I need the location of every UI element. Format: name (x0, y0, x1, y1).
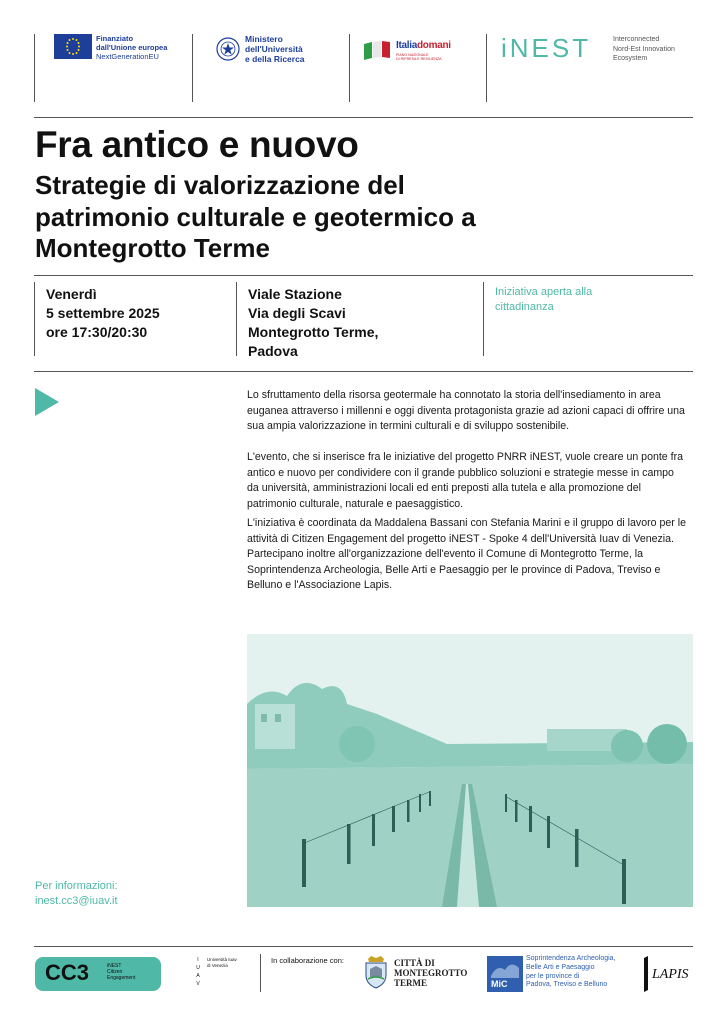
iuav-logo: I U A V (196, 957, 200, 987)
eu-flag-icon (54, 34, 92, 59)
description-paragraph-3: L'iniziativa è coordinata da Maddalena Bassani con Stefania Marini e il gruppo di lavoro per le attività di Citizen Engagement del progetto iNEST - Spoke 4 dell'Università Iuav di Venezia. Partecipano inoltre all'organizzazione dell'evento il Comune di Montegrotto Terme, la Soprintendenza Archeologia, Belle Arti e Paesaggio per le province di Padova, Treviso e Belluno e l'Associazione Lapis. (247, 517, 686, 591)
lapis-logo (640, 952, 694, 994)
play-triangle-icon (35, 388, 59, 416)
lapis-logo-text: LAPIS (652, 967, 689, 982)
collaboration-label: In collaborazione con: (271, 956, 344, 965)
inest-description: Interconnected Nord-Est Innovation Ecosystem (613, 36, 675, 62)
description-paragraph-2: L'evento, che si inserisce fra le iniziative del progetto PNRR iNEST, vuole creare un ponte fra antico e nuovo per condividere con il grande pubblico soluzioni e strategie messe in campo da università, amministrazioni locali ed enti preposti alla tutela e alla promozione del patrimonio culturale, naturale e paesaggistico. (247, 451, 683, 510)
eu-funding-text: Finanziato dall'Unione europea NextGenerationEU (96, 34, 168, 61)
mic-logo-text: MiC (491, 979, 508, 989)
separator (34, 117, 693, 118)
separator (34, 371, 693, 372)
separator (34, 275, 693, 276)
cc3-logo-text: CC3 (45, 960, 90, 985)
info-divider (236, 282, 237, 356)
info-divider (483, 282, 484, 356)
event-location: Viale Stazione Via degli Scavi Montegrotto Terme, Padova (248, 286, 379, 359)
italia-domani-subtitle: PIANO NAZIONALE DI RIPRESA E RESILIENZA (396, 53, 442, 62)
mur-text: Ministero dell'Università e della Ricerca (245, 34, 305, 64)
event-note: Iniziativa aperta alla cittadinanza (495, 286, 593, 313)
montegrotto-crest-icon (363, 955, 389, 989)
cc3-logo-subtitle: iNEST Citizen Engagement (107, 963, 136, 982)
header-divider (192, 34, 193, 102)
event-date: Venerdì 5 settembre 2025 ore 17:30/20:30 (46, 286, 160, 340)
site-photo (247, 634, 693, 907)
soprintendenza-text: Soprintendenza Archeologia, Belle Arti e Paesaggio per le province di Padova, Treviso e Belluno (526, 955, 616, 989)
footer-divider (260, 954, 261, 992)
iuav-text: Università Iuav di Venezia (207, 957, 237, 968)
contact-email-link[interactable]: inest.cc3@iuav.it (35, 895, 118, 907)
inest-logo: iNEST (501, 33, 592, 63)
montegrotto-city-text: CITTÀ DI MONTEGROTTO TERME (394, 958, 468, 988)
header-divider (486, 34, 487, 102)
italia-domani-logo: Italiadomani (396, 40, 451, 51)
contact-label: Per informazioni: (35, 880, 118, 892)
header-divider (34, 34, 35, 102)
header-divider (349, 34, 350, 102)
page-subtitle: Strategie di valorizzazione del patrimonio culturale e geotermico a Montegrotto Terme (35, 170, 476, 263)
page-title: Fra antico e nuovo (35, 124, 359, 165)
separator (34, 946, 693, 947)
italia-domani-flag-icon (362, 38, 394, 62)
mur-emblem-icon (216, 36, 240, 62)
description-paragraph-1: Lo sfruttamento della risorsa geotermale ha connotato la storia dell'insediamento in area euganea attraverso i millenni e oggi diventa protagonista grazie ad azioni capaci di offrire una sua ampia valorizzazione in termini culturali e di sviluppo sostenibile. (247, 389, 685, 432)
info-divider (34, 282, 35, 356)
